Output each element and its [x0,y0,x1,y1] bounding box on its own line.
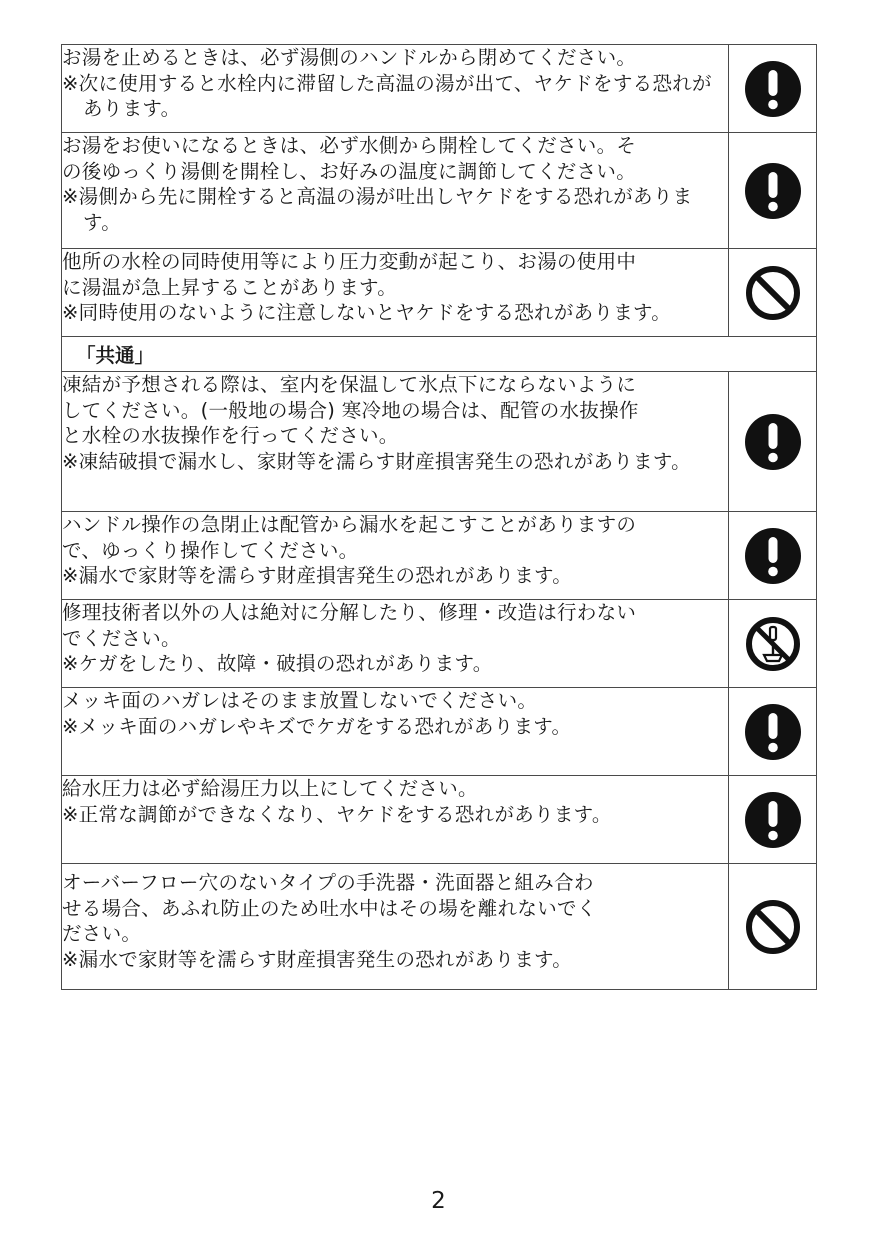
icon-cell [729,249,817,337]
mandatory-icon [744,60,802,118]
warning-line: でください。 [62,626,181,650]
mandatory-icon [744,791,802,849]
warning-text-cell [62,133,729,249]
warning-note: ※湯側から先に開栓すると高温の湯が吐出しヤケドをする恐れがあります。 [62,185,693,234]
warning-line: お湯をお使いになるときは、必ず水側から開栓してください。そ [62,134,637,157]
warning-note: ※凍結破損で漏水し、家財等を濡らす財産損害発生の恐れがあります。 [62,449,691,473]
warning-note: ※次に使用すると水栓内に滞留した高温の湯が出て、ヤケドをする恐れがあります。 [62,71,712,120]
warning-line: に湯温が急上昇することがあります。 [62,275,398,299]
warning-line: で、ゆっくり操作してください。 [62,538,359,562]
icon-cell [729,372,817,512]
mandatory-icon [744,527,802,585]
page-number: 2 [431,1188,446,1214]
warning-line: せる場合、あふれ防止のため吐水中はその場を離れないでく [62,896,597,920]
warning-text-cell [62,512,729,600]
section-heading: 「共通」 [62,337,817,372]
warning-line: 他所の水栓の同時使用等により圧力変動が起こり、お湯の使用中 [62,250,637,273]
warning-line: ※同時使用のないように注意しないとヤケドをする恐れがあります。 [62,301,672,324]
mandatory-icon [744,413,802,471]
mandatory-icon [744,703,802,761]
icon-cell [729,45,817,133]
icon-cell [729,776,817,864]
warning-line: してください。(一般地の場合) 寒冷地の場合は、配管の水抜操作 [62,398,639,422]
warning-line: お湯を止めるときは、必ず湯側のハンドルから閉めてください。 [62,46,637,69]
mandatory-icon [744,162,802,220]
warning-text-cell [62,249,729,337]
icon-cell [729,864,817,990]
warning-text-cell [62,372,729,512]
warning-row [62,249,817,337]
warning-line: オーバーフロー穴のないタイプの手洗器・洗面器と組み合わ [62,871,594,894]
warning-text-cell [62,600,729,688]
warning-text-cell [62,45,729,133]
warning-line: と水栓の水抜操作を行ってください。 [62,424,399,447]
warning-row [62,688,817,776]
warning-line: の後ゆっくり湯側を開栓し、お好みの温度に調節してください。 [62,159,637,183]
warning-line: ※正常な調節ができなくなり、ヤケドをする恐れがあります。 [62,802,612,826]
warning-text-cell [62,864,729,990]
warning-row [62,864,817,990]
warning-line: 給水圧力は必ず給湯圧力以上にしてください。 [62,777,478,800]
warning-row [62,512,817,600]
prohibition-icon [744,898,802,956]
warning-row [62,372,817,512]
no-disassembly-icon [744,615,802,673]
warning-line: 凍結が予想される際は、室内を保温して氷点下にならないように [62,373,637,396]
warning-row [62,133,817,249]
icon-cell [729,512,817,600]
warning-row [62,45,817,133]
icon-cell [729,133,817,249]
warning-table [61,44,817,990]
warning-row [62,776,817,864]
warning-line: ださい。 [62,922,142,945]
section-row [62,337,817,372]
warning-line: 修理技術者以外の人は絶対に分解したり、修理・改造は行わない [62,601,637,624]
warning-line: ※漏水で家財等を濡らす財産損害発生の恐れがあります。 [62,947,573,971]
warning-row [62,600,817,688]
warning-line: メッキ面のハガレはそのまま放置しないでください。 [62,689,538,712]
warning-line: ハンドル操作の急閉止は配管から漏水を起こすことがありますの [62,513,637,536]
warning-line: ※ケガをしたり、故障・破損の恐れがあります。 [62,652,493,675]
warning-text-cell [62,776,729,864]
prohibition-icon [744,264,802,322]
warning-line: ※メッキ面のハガレやキズでケガをする恐れがあります。 [62,714,572,738]
warning-text-cell [62,688,729,776]
icon-cell [729,600,817,688]
icon-cell [729,688,817,776]
warning-line: ※漏水で家財等を濡らす財産損害発生の恐れがあります。 [62,564,573,587]
